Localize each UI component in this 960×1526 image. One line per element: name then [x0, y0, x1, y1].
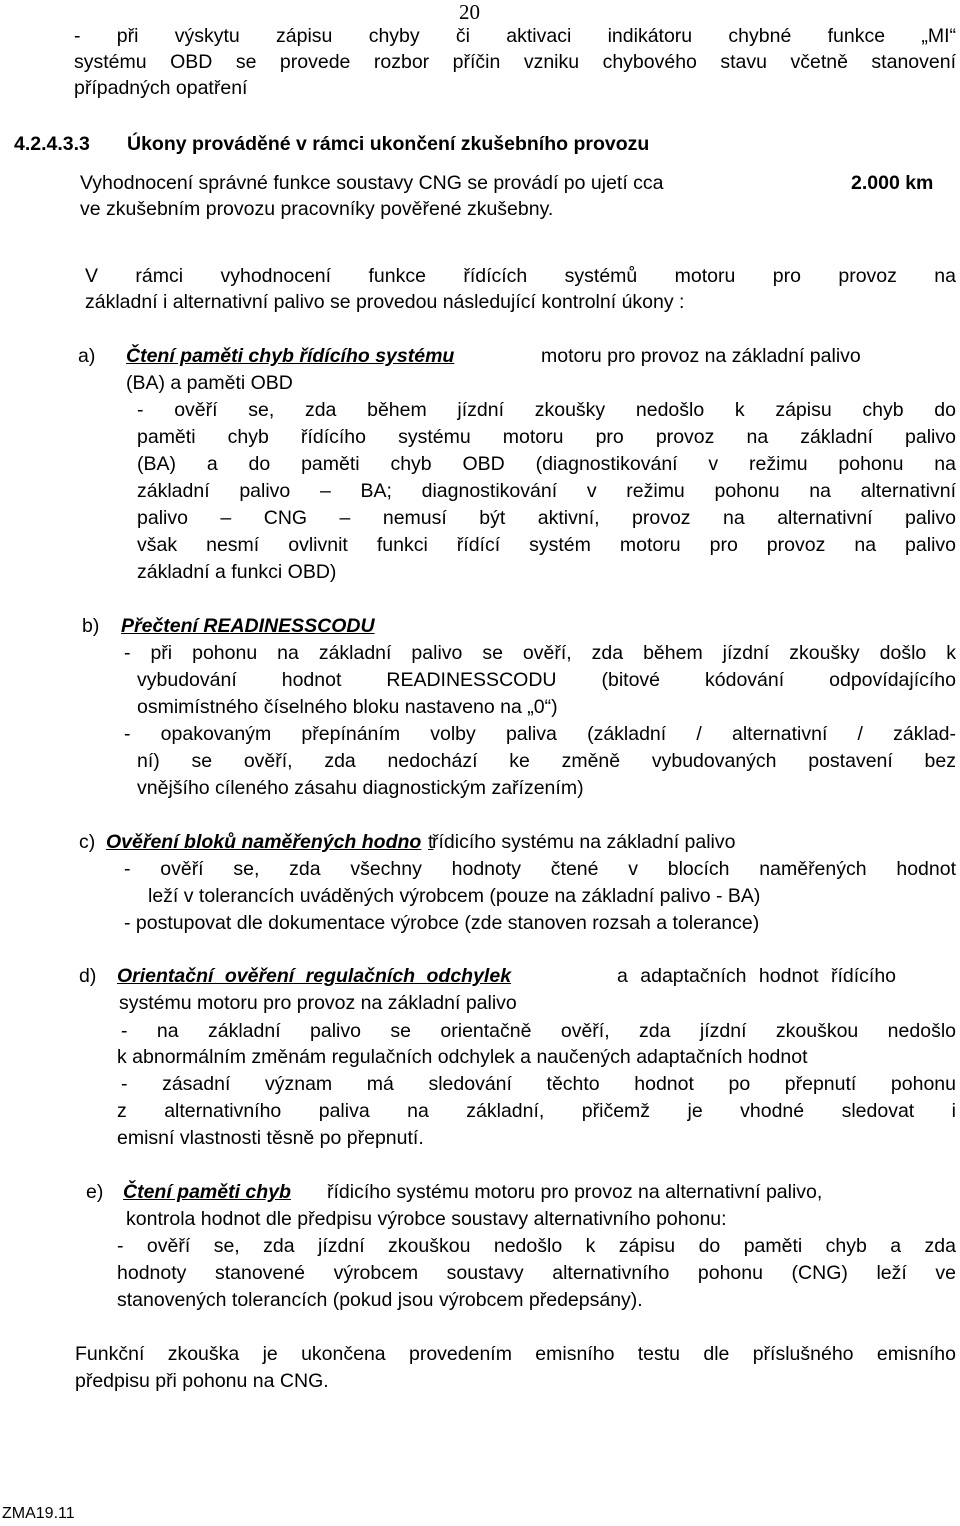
- item-a-line-2: (BA) a paměti OBD: [126, 372, 293, 394]
- item-a-line-8: však nesmí ovlivnit funkci řídící systém motoru pro provoz na palivo: [137, 534, 956, 556]
- item-b-line-7: vnějšího cíleného zásahu diagnostickým zařízením): [137, 777, 584, 799]
- item-a-line-6: základní palivo – BA; diagnostikování v režimu pohonu na alternativní: [137, 480, 956, 502]
- item-e-line-2: kontrola hodnot dle předpisu výrobce soustavy alternativního pohonu:: [126, 1208, 727, 1230]
- item-d-line-3: - na základní palivo se orientačně ověří, zda jízdní zkouškou nedošlo: [121, 1020, 956, 1042]
- para2-line-1: V rámci vyhodnocení funkce řídících systémů motoru pro provoz na: [85, 265, 956, 287]
- item-d-label: d): [79, 965, 97, 987]
- intro-line-3: případných opatření: [74, 77, 248, 99]
- item-b-line-6: ní) se ověří, zda nedochází ke změně vybudovaných postavení bez: [137, 750, 956, 772]
- item-c-title: Ověření bloků naměřených hodno: [106, 831, 422, 853]
- item-a-label: a): [78, 345, 96, 367]
- item-a-title-tail: motoru pro provoz na základní palivo: [541, 345, 861, 367]
- item-e-line-5: stanovených tolerancích (pokud jsou výrobcem předepsány).: [117, 1289, 643, 1311]
- item-c-title-end: t: [428, 831, 434, 853]
- item-e-title-tail: řídicího systému motoru pro provoz na alternativní palivo,: [327, 1181, 823, 1203]
- item-b-title: Přečtení READINESSCODU: [121, 615, 375, 637]
- item-a-title: Čtení paměti chyb řídícího systému: [126, 345, 455, 367]
- item-a-line-5: (BA) a do paměti chyb OBD (diagnostikování v režimu pohonu na: [137, 453, 956, 475]
- page-number: 20: [459, 0, 480, 24]
- item-d-title: Orientační ověření regulačních odchylek: [117, 965, 512, 987]
- closing-line-2: předpisu při pohonu na CNG.: [75, 1370, 329, 1392]
- para2-line-2: základní i alternativní palivo se provedou následující kontrolní úkony :: [85, 291, 685, 313]
- footer-code: ZMA19.11: [2, 1505, 75, 1522]
- item-c-line-2: - ověří se, zda všechny hodnoty čtené v blocích naměřených hodnot: [124, 858, 956, 880]
- section-heading-title: Úkony prováděné v rámci ukončení zkušebního provozu: [127, 133, 650, 155]
- item-c-line-4: - postupovat dle dokumentace výrobce (zde stanoven rozsah a tolerance): [124, 912, 760, 934]
- item-d-line-6: z alternativního paliva na základní, přičemž je vhodné sledovat i: [117, 1100, 956, 1122]
- item-d-line-5: - zásadní význam má sledování těchto hodnot po přepnutí pohonu: [121, 1073, 956, 1095]
- intro-line-1: - při výskytu zápisu chyby či aktivaci indikátoru chybné funkce „MI“: [74, 25, 956, 47]
- item-d-title-tail: a adaptačních hodnot řídícího: [617, 965, 897, 987]
- item-c-line-3: leží v tolerancích uváděných výrobcem (pouze na základní palivo - BA): [148, 885, 761, 907]
- item-a-line-3: - ověří se, zda během jízdní zkoušky nedošlo k zápisu chyb do: [137, 399, 956, 421]
- para1-line-1-text: Vyhodnocení správné funkce soustavy CNG se provádí po ujetí cca: [80, 172, 664, 194]
- intro-line-2: systému OBD se provede rozbor příčin vzniku chybového stavu včetně stanovení: [74, 51, 956, 73]
- item-d-line-4: k abnormálním změnám regulačních odchylek a naučených adaptačních hodnot: [117, 1046, 808, 1068]
- closing-line-1: Funkční zkouška je ukončena provedením emisního testu dle příslušného emisního: [75, 1343, 956, 1365]
- item-b-line-2: - při pohonu na základní palivo se ověří, zda během jízdní zkoušky došlo k: [124, 642, 956, 664]
- item-e-line-3: - ověří se, zda jízdní zkouškou nedošlo k zápisu do paměti chyb a zda: [117, 1235, 956, 1257]
- item-d-line-7: emisní vlastnosti těsně po přepnutí.: [117, 1127, 424, 1149]
- item-b-line-4: osmimístného číselného bloku nastaveno na „0“): [137, 696, 558, 718]
- item-a-line-4: paměti chyb řídícího systému motoru pro provoz na základní palivo: [137, 426, 956, 448]
- item-e-line-4: hodnoty stanovené výrobcem soustavy alternativního pohonu (CNG) leží ve: [117, 1262, 956, 1284]
- item-a-line-9: základní a funkci OBD): [137, 561, 337, 583]
- item-e-title: Čtení paměti chyb: [123, 1181, 291, 1203]
- item-b-label: b): [82, 615, 100, 637]
- item-c-label: c): [79, 831, 96, 853]
- item-d-line-2: systému motoru pro provoz na základní palivo: [119, 992, 517, 1014]
- item-b-line-5: - opakovaným přepínáním volby paliva (základní / alternativní / základ-: [124, 723, 956, 745]
- item-c-title-tail: řídicího systému na základní palivo: [432, 831, 736, 853]
- item-b-line-3: vybudování hodnot READINESSCODU (bitové kódování odpovídajícího: [137, 669, 956, 691]
- item-e-label: e): [86, 1181, 104, 1203]
- para1-line-2: ve zkušebním provozu pracovníky pověřené zkušebny.: [80, 198, 554, 220]
- para1-line-1-bold: 2.000 km: [851, 172, 934, 194]
- item-a-line-7: palivo – CNG – nemusí být aktivní, provoz na alternativní palivo: [137, 507, 956, 529]
- section-heading-number: 4.2.4.3.3: [14, 133, 90, 155]
